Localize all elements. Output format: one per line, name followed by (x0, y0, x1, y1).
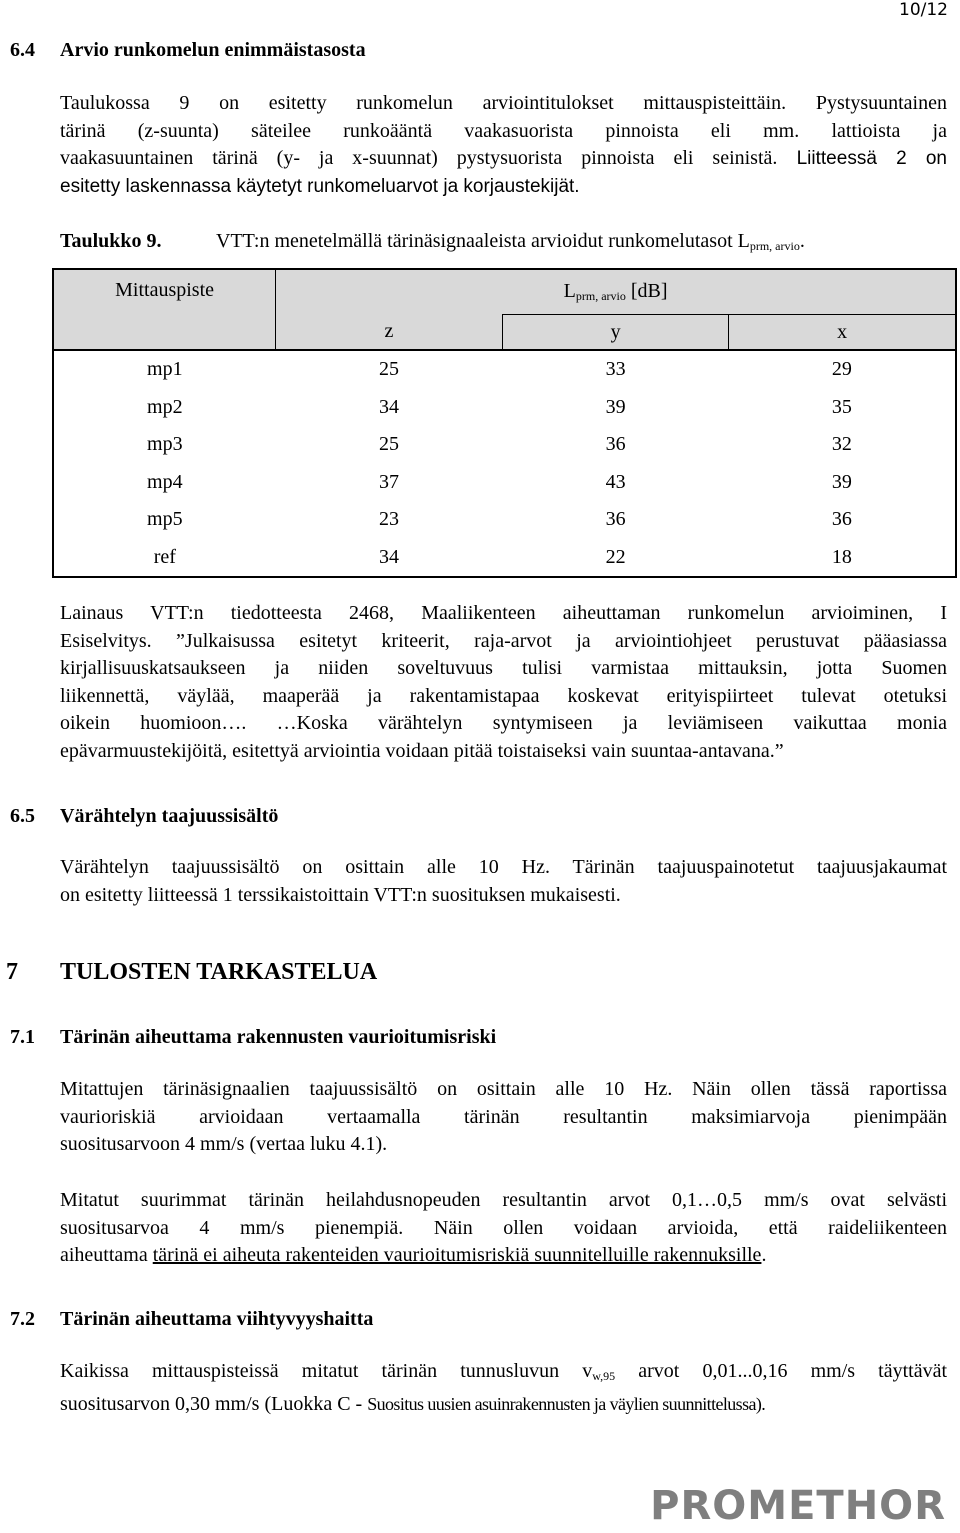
text-line: Mitatut suurimmat tärinän heilahdusnopeuden resultantin arvot 0,1…0,5 mm/s ovat selvästi (60, 1189, 947, 1211)
cell-point: mp3 (147, 433, 183, 456)
text-line: suositusarvon 0,30 mm/s (Luokka C - Suositus uusien asuinrakennusten ja väylien suunnittelussa). (60, 1392, 766, 1415)
cell-point: mp2 (147, 395, 183, 418)
text-line: aiheuttama tärinä ei aiheuta rakenteiden vaurioitumisriskiä suunnitelluille rakennuksille. (60, 1244, 767, 1266)
cell-x: 35 (831, 395, 852, 418)
section-7-title: TULOSTEN TARKASTELUA (60, 959, 378, 985)
cell-z: 34 (378, 395, 399, 418)
cell-x: 32 (831, 433, 852, 456)
promethor-logo: PROMETHOR (650, 1483, 946, 1529)
cell-z: 37 (378, 470, 399, 493)
text-line: Taulukossa 9 on esitetty runkomelun arviointitulokset mittauspisteittäin. Pystysuuntainen (60, 92, 947, 114)
table-row (53, 501, 956, 539)
header-y: y (502, 315, 729, 351)
header-mittauspiste: Mittauspiste (115, 279, 215, 301)
cell-y: 43 (605, 470, 626, 493)
table-row (53, 350, 956, 389)
section-6-4-number: 6.4 (10, 39, 35, 61)
cell-x: 36 (831, 508, 852, 531)
cell-x: 29 (729, 350, 956, 389)
text-line: kirjallisuuskatsaukseen ja niiden soveltuvuus tulisi varmistaa mittauksin, jotta Suomen (60, 657, 947, 679)
section-6-5-title: Värähtelyn taajuussisältö (60, 805, 279, 827)
cell-point: mp5 (147, 508, 183, 531)
text-line: tärinä (z-suunta) säteilee runkoääntä vaakasuorista pinnoista eli mm. lattioista ja (60, 119, 947, 142)
page-number: 10/12 (899, 0, 948, 20)
cell-z: 25 (378, 433, 399, 456)
text-line: Lainaus VTT:n tiedotteesta 2468, Maaliikenteen aiheuttaman runkomelun arvioiminen, I (60, 602, 947, 624)
text-line: vaurioriskiä arvioidaan vertaamalla tärinän resultantin maksimiarvoja pienimpään (60, 1105, 947, 1128)
table-row (53, 464, 956, 502)
header-x: x (729, 315, 956, 351)
runkomelu-table (52, 268, 957, 578)
header-z: z (276, 315, 503, 351)
section-7-1-title: Tärinän aiheuttama rakennusten vaurioitumisriski (60, 1026, 497, 1048)
cell-y: 36 (605, 508, 626, 531)
text-line: oikein huomioon…. …Koska värähtelyn syntymiseen ja leviämiseen vaikuttaa monia (60, 712, 947, 734)
section-7-number: 7 (6, 959, 18, 985)
section-7-2-title: Tärinän aiheuttama viihtyvyyshaitta (60, 1308, 374, 1330)
quote-paragraph (60, 600, 947, 765)
cell-x: 18 (831, 545, 852, 568)
table-row (53, 539, 956, 578)
section-6-5-number: 6.5 (10, 805, 35, 827)
section-7-2-paragraph (60, 1358, 947, 1418)
text-line: esitetty laskennassa käytetyt runkomeluarvot ja korjaustekijät. (60, 175, 580, 197)
underlined-conclusion: tärinä ei aiheuta rakenteiden vaurioitumisriskiä suunnitelluille rakennuksille (152, 1244, 762, 1266)
table-header-row (53, 269, 956, 315)
cell-y: 36 (605, 433, 626, 456)
header-lprm-group: $L_{prm, arvio}$ [dB] (276, 269, 956, 315)
text-line: Esiselvitys. ”Julkaisussa esitetyt kriteerit, raja-arvot ja arviointiohjeet perustuvat pääasiassa (60, 629, 947, 652)
cell-point: ref (153, 545, 176, 568)
table-caption-text: VTT:n menetelmällä tärinäsignaaleista arvioidut runkomelutasot $L_{prm, arvio}$. (216, 230, 805, 253)
cell-z: 23 (378, 508, 399, 531)
section-7-1-paragraph-2 (60, 1187, 947, 1270)
text-line: epävarmuustekijöitä, esitettyä arviointia voidaan pitää toistaiseksi vain suuntaa-antavana.” (60, 739, 784, 762)
text-line: on esitetty liitteessä 1 terssikaistoittain VTT:n suosituksen mukaisesti. (60, 883, 621, 906)
cell-point: mp1 (53, 350, 276, 389)
table-row (53, 389, 956, 427)
cell-x: 39 (831, 470, 852, 493)
text-line: liikennettä, väylää, maaperää ja rakentamistapaa koskevat erityispiirteet tulevat otetuksi (60, 684, 947, 707)
cell-y: 33 (502, 350, 729, 389)
section-6-4-paragraph (60, 90, 947, 200)
text-line: vaakasuuntainen tärinä (y- ja x-suunnat) pystysuorista pinnoista eli seinistä. Liitteessä 2 on (60, 147, 947, 169)
cell-z: 25 (276, 350, 503, 389)
section-6-4-title: Arvio runkomelun enimmäistasosta (60, 39, 366, 61)
section-7-2-number: 7.2 (10, 1308, 35, 1330)
section-6-5-paragraph (60, 854, 947, 909)
text-line: suositusarvoon 4 mm/s (vertaa luku 4.1). (60, 1133, 388, 1155)
section-7-1-paragraph-1 (60, 1076, 947, 1159)
cell-y: 39 (605, 395, 626, 418)
cell-point: mp4 (147, 470, 183, 493)
text-line: suositusarvoa 4 mm/s pienempiä. Näin ollen voidaan arvioida, että raideliikenteen (60, 1216, 947, 1239)
text-line: Kaikissa mittauspisteissä mitatut tärinän tunnusluvun $v_{w,95}$ arvot 0,01...0,16 mm/s täyttävät (60, 1360, 948, 1383)
table-caption-label: Taulukko 9. (60, 230, 162, 252)
section-7-1-number: 7.1 (10, 1026, 35, 1048)
text-line: Värähtelyn taajuussisältö on osittain alle 10 Hz. Tärinän taajuuspainotetut taajuusjakaumat (60, 856, 947, 878)
cell-z: 34 (378, 545, 399, 568)
cell-y: 22 (605, 545, 626, 568)
table-row (53, 426, 956, 464)
text-line: Mitattujen tärinäsignaalien taajuussisältö on osittain alle 10 Hz. Näin ollen tässä raportissa (60, 1078, 947, 1100)
